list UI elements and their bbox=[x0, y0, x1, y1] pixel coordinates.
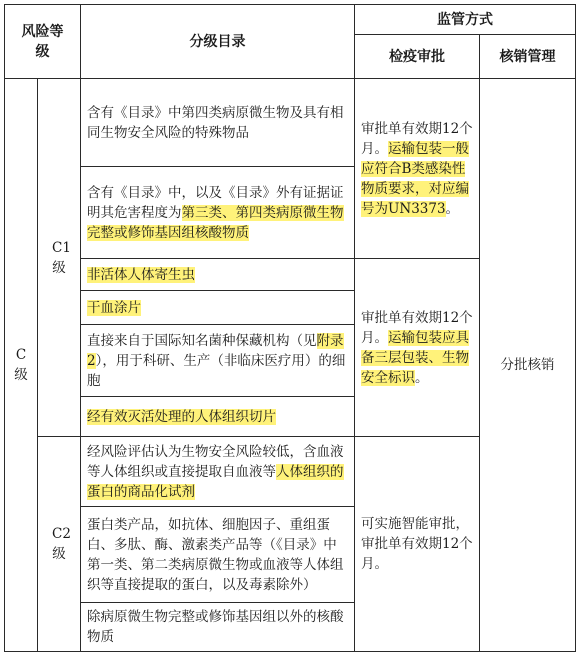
text-segment: 干血涂片 bbox=[87, 299, 141, 316]
text-segment: 经风险评估认为生物安全风险较低，含血液等人体组织或直接提取自血液等 bbox=[87, 443, 344, 480]
writeoff-cell: 分批核销 bbox=[480, 79, 576, 652]
text-segment: 。 bbox=[415, 369, 429, 386]
header-supervision: 监管方式 bbox=[355, 5, 576, 35]
catalog-row-5-text bbox=[87, 333, 345, 389]
header-catalog: 分级目录 bbox=[81, 5, 355, 79]
text-segment: 。 bbox=[445, 200, 460, 217]
quarantine-cell-2-text bbox=[361, 310, 473, 386]
text-segment: 附录2 bbox=[87, 332, 344, 369]
risk-level-c bbox=[5, 79, 38, 652]
catalog-row-7-text bbox=[87, 444, 344, 500]
catalog-row-9-text bbox=[87, 609, 344, 645]
catalog-row-3 bbox=[81, 259, 355, 291]
quarantine-cell-3-text bbox=[361, 516, 473, 572]
catalog-row-6 bbox=[81, 397, 355, 437]
catalog-row-6-text bbox=[87, 409, 276, 425]
catalog-row-2-text bbox=[87, 185, 344, 241]
level-c2 bbox=[38, 437, 81, 652]
quarantine-cell-3 bbox=[355, 437, 480, 652]
text-segment: 运输包装应具备三层包装、生物安全标识 bbox=[361, 329, 469, 386]
text-segment: 除病原微生物完整或修饰基因组以外的核酸物质 bbox=[87, 609, 344, 645]
text-segment: 含有《目录》中，以及《目录》外有证据证明其危害程度为 bbox=[87, 184, 344, 221]
quarantine-cell-2 bbox=[355, 259, 480, 437]
catalog-row-5 bbox=[81, 325, 355, 397]
text-segment: 直接来自于国际知名菌种保藏机构（见 bbox=[87, 332, 317, 349]
text-segment: 审批单有效期12个月。 bbox=[361, 309, 473, 346]
catalog-row-4-text bbox=[87, 300, 141, 316]
text-segment: 可实施智能审批，审批单有效期12个月。 bbox=[361, 516, 473, 572]
catalog-row-9 bbox=[81, 603, 355, 652]
text-segment: 第三类、第四类病原微生物完整或修饰基因组核酸物质 bbox=[87, 204, 344, 241]
c1-label: C1级 bbox=[52, 239, 71, 276]
catalog-row-7 bbox=[81, 437, 355, 507]
catalog-row-8 bbox=[81, 507, 355, 603]
text-segment: 审批单有效期12个月。 bbox=[361, 120, 473, 157]
text-segment: 运输包装一般应符合B类感染性物质要求，对应编号为UN3373 bbox=[361, 140, 469, 217]
header-quarantine: 检疫审批 bbox=[355, 35, 480, 79]
text-segment: 经有效灭活处理的人体组织切片 bbox=[87, 408, 276, 425]
c2-label: C2级 bbox=[52, 526, 71, 562]
catalog-row-3-text bbox=[87, 267, 195, 283]
catalog-row-1 bbox=[81, 79, 355, 167]
catalog-row-4 bbox=[81, 291, 355, 325]
catalog-row-2 bbox=[81, 167, 355, 259]
header-risk-level: 风险等级 bbox=[5, 5, 81, 79]
quarantine-cell-1-text bbox=[361, 121, 473, 217]
level-c1 bbox=[38, 79, 81, 437]
catalog-row-8-text bbox=[87, 517, 344, 593]
quarantine-cell-1 bbox=[355, 79, 480, 259]
text-segment: 蛋白类产品，如抗体、细胞因子、重组蛋白、多肽、酶、激素类产品等（《目录》中第一类、第二类病原微生物或血液等人体组织等直接提取的蛋白，以及毒素除外） bbox=[87, 516, 344, 593]
supervision-table bbox=[4, 4, 576, 652]
text-segment: 含有《目录》中第四类病原微生物及具有相同生物安全风险的特殊物品 bbox=[87, 104, 344, 141]
text-segment: ），用于科研、生产（非临床医疗用）的细胞 bbox=[87, 352, 346, 389]
text-segment: 非活体人体寄生虫 bbox=[87, 266, 195, 283]
risk-c-label: C级 bbox=[14, 347, 28, 383]
catalog-row-1-text bbox=[87, 105, 344, 141]
header-writeoff: 核销管理 bbox=[480, 35, 576, 79]
text-segment: 人体组织的蛋白的商品化试剂 bbox=[87, 463, 344, 500]
